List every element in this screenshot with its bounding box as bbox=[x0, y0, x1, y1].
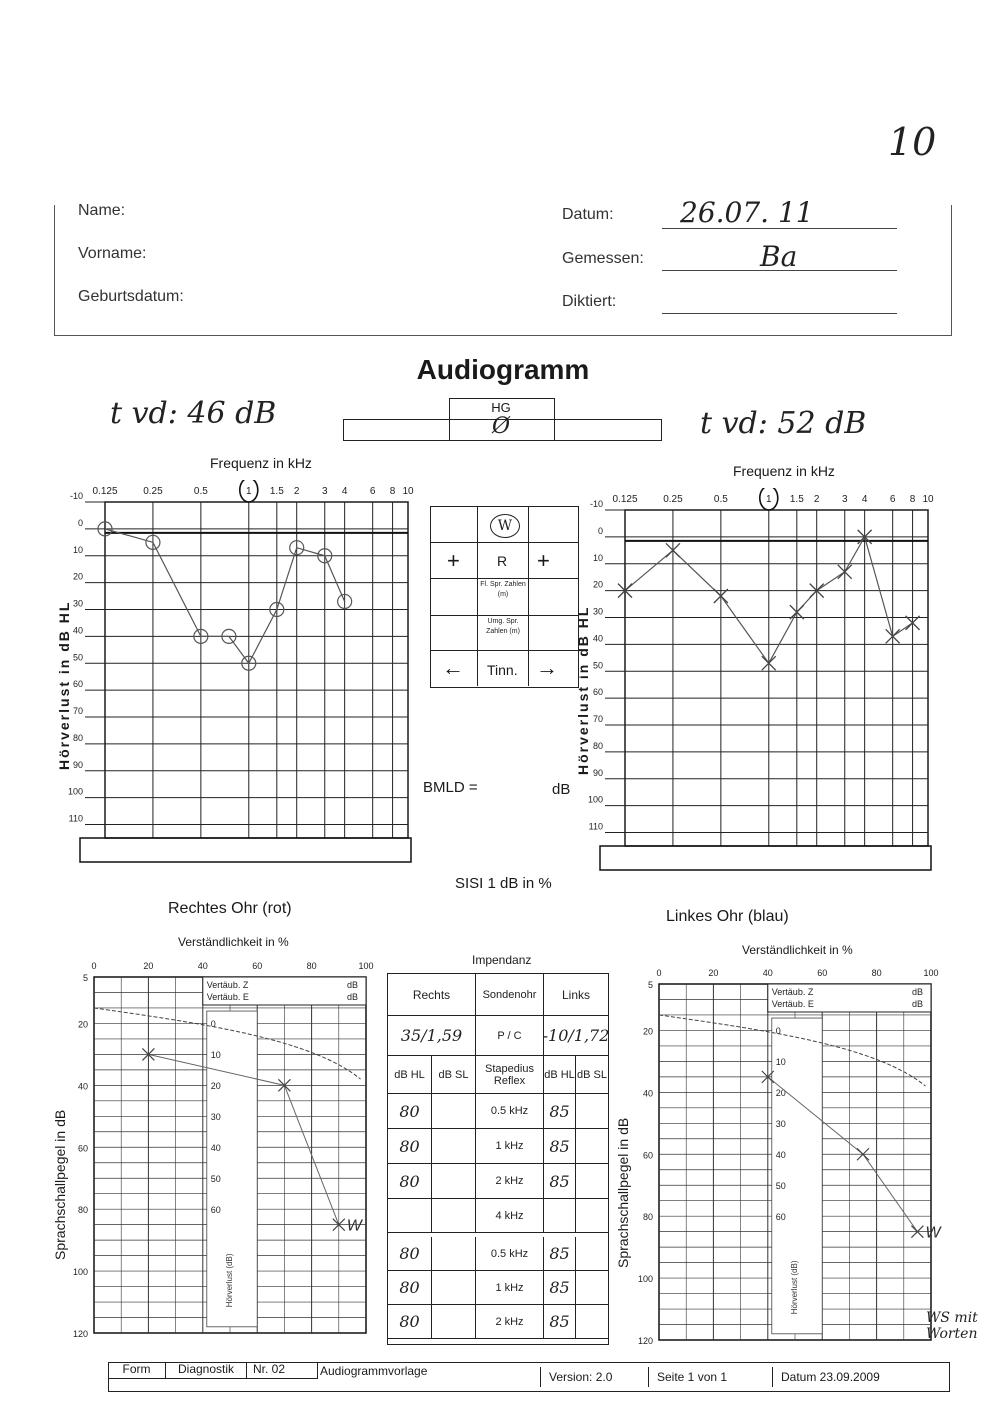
hv-tick-label: 10 bbox=[210, 1050, 221, 1061]
level-tick-label: 100 bbox=[72, 1267, 88, 1278]
percent-tick-label: 40 bbox=[197, 961, 208, 971]
imp-row-l: 85 bbox=[544, 1129, 576, 1164]
speech-ylabel-left: Sprachschallpegel in dB bbox=[615, 1117, 631, 1268]
db-tick-label: 10 bbox=[592, 552, 603, 563]
hv-tick-label: 50 bbox=[210, 1174, 221, 1185]
freq-tick-label: 3 bbox=[841, 494, 848, 505]
imp-row-l: 85 bbox=[544, 1271, 576, 1305]
hv-tick-label: 60 bbox=[210, 1204, 221, 1215]
db-label: dB bbox=[346, 980, 358, 990]
level-tick-label: 5 bbox=[82, 973, 88, 983]
db-tick-label: -10 bbox=[589, 499, 603, 509]
imp-row-sl bbox=[432, 1129, 476, 1164]
freq-tick-label: 3 bbox=[321, 486, 328, 497]
chart-frame bbox=[105, 502, 408, 838]
db-tick-label: 80 bbox=[72, 732, 83, 743]
level-tick-label: 80 bbox=[642, 1212, 653, 1223]
percent-tick-label: 0 bbox=[91, 961, 97, 971]
freq-tick-label: 1 bbox=[766, 494, 772, 505]
imp-row-freq: 0.5 kHz bbox=[476, 1237, 544, 1271]
handnote: WS mit Worten bbox=[926, 1310, 978, 1342]
percent-tick-label: 60 bbox=[817, 968, 828, 978]
imp-rechts-value: 35/1,59 bbox=[388, 1016, 476, 1056]
left-ear-label: Linkes Ohr (blau) bbox=[666, 908, 789, 925]
freq-tick-label: 10 bbox=[402, 486, 414, 497]
w-circle: W bbox=[490, 514, 520, 538]
db-tick-label: 60 bbox=[592, 687, 603, 698]
bmld-label: BMLD = bbox=[423, 779, 478, 796]
umg-spr-label: Umg. Spr. Zahlen (m) bbox=[486, 618, 520, 635]
hv-tick-label: 0 bbox=[775, 1026, 781, 1037]
imp-db-hl: dB HL bbox=[544, 1056, 576, 1094]
hv-tick-label: 0 bbox=[210, 1019, 216, 1030]
freq-tick-label: 1.5 bbox=[789, 494, 804, 505]
db-tick-label: 40 bbox=[72, 625, 83, 636]
center-rule bbox=[528, 506, 529, 686]
level-tick-label: 60 bbox=[77, 1143, 88, 1154]
datum-label: Datum: bbox=[562, 206, 614, 223]
imp-rechts-header: Rechts bbox=[388, 974, 476, 1016]
imp-row-sl bbox=[432, 1094, 476, 1129]
w-annotation: W bbox=[346, 1217, 362, 1235]
freq-tick-label: 6 bbox=[369, 486, 376, 497]
freq-tick-label: 0.25 bbox=[143, 486, 163, 497]
center-rule bbox=[430, 578, 578, 579]
audiogram-left-ear bbox=[570, 488, 950, 928]
db-tick-label: 70 bbox=[592, 714, 603, 725]
hv-tick-label: 20 bbox=[210, 1081, 221, 1092]
percent-tick-label: 0 bbox=[656, 968, 662, 978]
imp-row-freq: 1 kHz bbox=[476, 1129, 544, 1164]
freq-tick-label: 0.125 bbox=[612, 494, 638, 505]
name-label: Name: bbox=[78, 202, 126, 219]
hv-label: Hörverlust (dB) bbox=[790, 1260, 799, 1315]
vertaeub-z-label: Vertäub. Z bbox=[771, 987, 814, 997]
footer-datum: Datum 23.09.2009 bbox=[772, 1367, 951, 1387]
imp-row-sl bbox=[576, 1094, 608, 1129]
imp-row-sl bbox=[576, 1164, 608, 1199]
freq-tick-label: 8 bbox=[909, 494, 916, 505]
plus-left: + bbox=[447, 548, 460, 573]
freq-tick-label: 10 bbox=[922, 494, 934, 505]
db-tick-label: 100 bbox=[67, 786, 83, 797]
imp-row-r: 80 bbox=[388, 1129, 432, 1164]
diktiert-line bbox=[662, 313, 897, 314]
level-tick-label: 20 bbox=[642, 1026, 653, 1037]
hv-tick-label: 30 bbox=[210, 1112, 221, 1123]
imp-row-l bbox=[544, 1199, 576, 1233]
imp-row-r: 80 bbox=[388, 1271, 432, 1305]
speech-ylabel-right: Sprachschallpegel in dB bbox=[52, 1109, 68, 1260]
chart-frame bbox=[625, 510, 928, 846]
freq-tick-label: 0.25 bbox=[663, 494, 683, 505]
imp-pc: P / C bbox=[476, 1016, 544, 1056]
imp-stapedius: Stapedius Reflex bbox=[476, 1056, 544, 1094]
imp-db-sl: dB SL bbox=[576, 1056, 608, 1094]
level-tick-label: 100 bbox=[637, 1274, 653, 1285]
db-tick-label: 30 bbox=[592, 606, 603, 617]
impedance-table bbox=[387, 973, 609, 1345]
speech-title-left: Verständlichkeit in % bbox=[742, 943, 853, 957]
percent-tick-label: 80 bbox=[306, 961, 317, 971]
speech-title-right: Verständlichkeit in % bbox=[178, 935, 289, 949]
level-tick-label: 5 bbox=[647, 980, 653, 990]
percent-tick-label: 80 bbox=[871, 968, 882, 978]
level-tick-label: 40 bbox=[642, 1088, 653, 1099]
hv-tick-label: 20 bbox=[775, 1088, 786, 1099]
imp-row-sl bbox=[432, 1199, 476, 1233]
imp-row-sl bbox=[432, 1271, 476, 1305]
fl-spr-label: Fl. Spr. Zahlen (m) bbox=[480, 581, 526, 598]
footer-seite: Seite 1 von 1 bbox=[648, 1367, 775, 1387]
arrow-left-icon: ← bbox=[442, 655, 464, 680]
db-tick-label: 70 bbox=[72, 706, 83, 717]
level-tick-label: 20 bbox=[77, 1019, 88, 1030]
freq-tick-label: 0.125 bbox=[92, 486, 118, 497]
note-left: t vd: 46 dB bbox=[110, 396, 277, 431]
db-tick-label: 60 bbox=[72, 679, 83, 690]
air-conduction-line bbox=[105, 529, 345, 663]
imp-links-value: -10/1,72 bbox=[544, 1016, 608, 1056]
percent-tick-label: 100 bbox=[358, 961, 374, 971]
sisi-label: SISI 1 dB in % bbox=[455, 875, 552, 892]
center-rule bbox=[430, 542, 578, 543]
percent-tick-label: 40 bbox=[762, 968, 773, 978]
level-tick-label: 120 bbox=[72, 1329, 88, 1339]
freq-tick-label: 1 bbox=[246, 486, 252, 497]
imp-db-hl: dB HL bbox=[388, 1056, 432, 1094]
db-label: dB bbox=[911, 987, 923, 997]
arrow-right-icon: → bbox=[536, 655, 558, 680]
db-tick-label: 90 bbox=[592, 767, 603, 778]
hv-tick-label: 10 bbox=[775, 1057, 786, 1068]
footer-form: Form bbox=[108, 1362, 166, 1379]
datum-value: 26.07. 11 bbox=[680, 196, 814, 229]
w-annotation: W bbox=[925, 1224, 941, 1242]
sisi-strip bbox=[600, 846, 931, 870]
speech-audiogram-left bbox=[625, 962, 955, 1352]
db-label: dB bbox=[911, 999, 923, 1009]
ylabel-left: Hörverlust in dB HL bbox=[575, 605, 591, 775]
db-tick-label: 90 bbox=[72, 759, 83, 770]
db-label: dB bbox=[346, 992, 358, 1002]
bmld-unit: dB bbox=[552, 781, 571, 798]
percent-tick-label: 20 bbox=[708, 968, 719, 978]
vertaeub-e-label: Vertäub. E bbox=[771, 999, 814, 1009]
center-rule bbox=[430, 650, 578, 651]
db-tick-label: 110 bbox=[68, 813, 83, 824]
gemessen-value: Ba bbox=[760, 240, 798, 273]
page-number-mark: 10 bbox=[888, 120, 937, 164]
geburtsdatum-label: Geburtsdatum: bbox=[78, 288, 184, 305]
page-title: Audiogramm bbox=[416, 354, 590, 385]
imp-row-sl bbox=[432, 1305, 476, 1339]
imp-row-freq: 4 kHz bbox=[476, 1199, 544, 1233]
vertaeub-z-label: Vertäub. Z bbox=[206, 980, 249, 990]
db-tick-label: 100 bbox=[587, 794, 603, 805]
freq-tick-label: 4 bbox=[861, 494, 868, 505]
db-tick-label: 0 bbox=[597, 525, 603, 536]
imp-row-l: 85 bbox=[544, 1305, 576, 1339]
db-tick-label: 20 bbox=[592, 579, 603, 590]
freq-tick-label: 8 bbox=[389, 486, 396, 497]
hg-label: HG bbox=[491, 400, 511, 415]
db-tick-label: 40 bbox=[592, 633, 603, 644]
freq-tick-label: 0.5 bbox=[193, 486, 208, 497]
imp-db-sl: dB SL bbox=[432, 1056, 476, 1094]
tinn-label: Tinn. bbox=[487, 662, 518, 678]
freq-tick-label: 2 bbox=[293, 486, 300, 497]
ylabel-right: Hörverlust in dB HL bbox=[56, 600, 72, 770]
freq-tick-label: 6 bbox=[889, 494, 896, 505]
center-rule bbox=[477, 506, 478, 686]
db-tick-label: 110 bbox=[588, 821, 603, 832]
freq-title-right: Frequenz in kHz bbox=[210, 455, 312, 471]
imp-row-freq: 2 kHz bbox=[476, 1164, 544, 1199]
audiogram-right-ear bbox=[50, 480, 430, 920]
imp-row-r: 80 bbox=[388, 1305, 432, 1339]
db-tick-label: 50 bbox=[592, 660, 603, 671]
freq-tick-label: 1.5 bbox=[269, 486, 284, 497]
freq-tick-label: 0.5 bbox=[713, 494, 728, 505]
db-tick-label: -10 bbox=[69, 491, 83, 501]
imp-row-sl bbox=[576, 1271, 608, 1305]
imp-row-sl bbox=[576, 1305, 608, 1339]
imp-row-r bbox=[388, 1199, 432, 1233]
level-tick-label: 60 bbox=[642, 1150, 653, 1161]
diktiert-label: Diktiert: bbox=[562, 293, 617, 310]
impedance-title: Impendanz bbox=[472, 953, 532, 967]
hv-tick-label: 60 bbox=[775, 1211, 786, 1222]
imp-row-sl bbox=[432, 1164, 476, 1199]
hv-label: Hörverlust (dB) bbox=[225, 1253, 234, 1308]
hv-tick-label: 40 bbox=[210, 1143, 221, 1154]
percent-tick-label: 100 bbox=[923, 968, 939, 978]
db-tick-label: 10 bbox=[72, 544, 83, 555]
imp-row-r: 80 bbox=[388, 1237, 432, 1271]
imp-row-l: 85 bbox=[544, 1094, 576, 1129]
plus-right: + bbox=[537, 548, 550, 573]
footer-version: Version: 2.0 bbox=[540, 1367, 656, 1387]
db-tick-label: 30 bbox=[72, 598, 83, 609]
imp-row-l: 85 bbox=[544, 1164, 576, 1199]
vertaeub-e-label: Vertäub. E bbox=[206, 992, 249, 1002]
imp-row-l: 85 bbox=[544, 1237, 576, 1271]
imp-sondenohr-header: Sondenohr bbox=[476, 974, 544, 1016]
hg-value: Ø bbox=[491, 414, 511, 439]
level-tick-label: 40 bbox=[77, 1081, 88, 1092]
imp-row-sl bbox=[432, 1237, 476, 1271]
percent-tick-label: 60 bbox=[252, 961, 263, 971]
hv-tick-label: 30 bbox=[775, 1119, 786, 1130]
vorname-label: Vorname: bbox=[78, 245, 147, 262]
freq-title-left: Frequenz in kHz bbox=[733, 463, 835, 479]
freq-tick-label: 2 bbox=[813, 494, 820, 505]
sisi-strip bbox=[80, 838, 411, 862]
note-right: t vd: 52 dB bbox=[700, 406, 867, 441]
imp-row-freq: 1 kHz bbox=[476, 1271, 544, 1305]
imp-links-header: Links bbox=[544, 974, 608, 1016]
right-ear-label: Rechtes Ohr (rot) bbox=[168, 900, 292, 917]
level-tick-label: 120 bbox=[637, 1336, 653, 1346]
speech-audiogram-right bbox=[60, 955, 390, 1345]
imp-row-r: 80 bbox=[388, 1094, 432, 1129]
footer-nr: Nr. 02 bbox=[247, 1362, 318, 1379]
imp-row-r: 80 bbox=[388, 1164, 432, 1199]
freq-tick-label: 4 bbox=[341, 486, 348, 497]
imp-row-sl bbox=[576, 1199, 608, 1233]
imp-row-freq: 0.5 kHz bbox=[476, 1094, 544, 1129]
db-tick-label: 20 bbox=[72, 571, 83, 582]
db-tick-label: 80 bbox=[592, 740, 603, 751]
db-tick-label: 0 bbox=[77, 517, 83, 528]
db-tick-label: 50 bbox=[72, 652, 83, 663]
level-tick-label: 80 bbox=[77, 1205, 88, 1216]
imp-row-sl bbox=[576, 1129, 608, 1164]
r-label: R bbox=[497, 553, 508, 569]
footer-vorlage: Audiogrammvorlage bbox=[320, 1364, 428, 1378]
imp-row-sl bbox=[576, 1237, 608, 1271]
center-rule bbox=[430, 615, 578, 616]
gemessen-label: Gemessen: bbox=[562, 250, 644, 267]
hv-tick-label: 40 bbox=[775, 1150, 786, 1161]
imp-row-freq: 2 kHz bbox=[476, 1305, 544, 1339]
hv-tick-label: 50 bbox=[775, 1181, 786, 1192]
percent-tick-label: 20 bbox=[143, 961, 154, 971]
footer-diagnostik: Diagnostik bbox=[166, 1362, 247, 1379]
